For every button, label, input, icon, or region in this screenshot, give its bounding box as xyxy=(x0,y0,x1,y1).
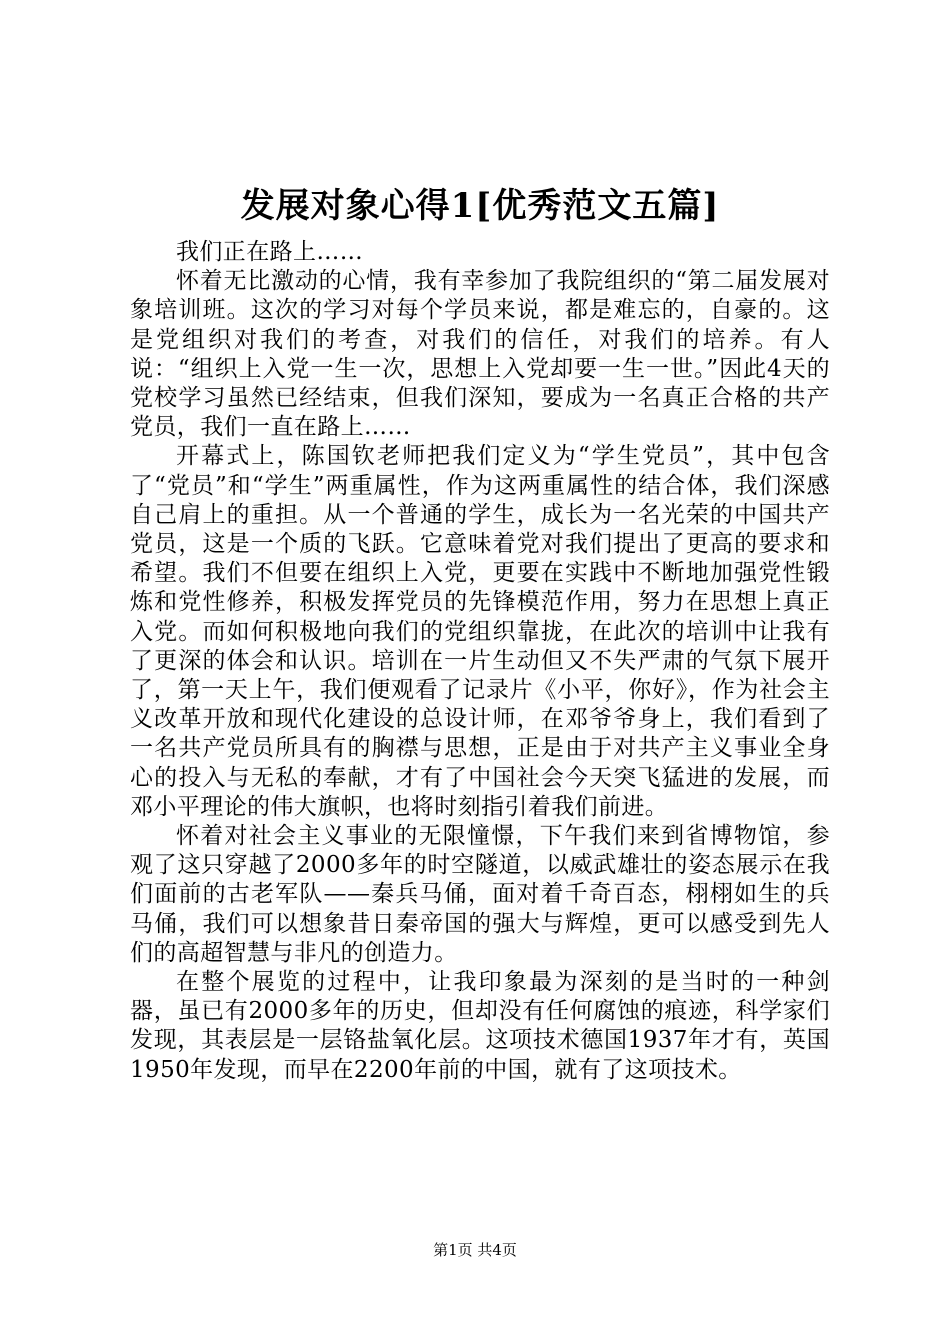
paragraph: 在整个展览的过程中，让我印象最为深刻的是当时的一种剑器，虽已有2000多年的历史，但却没有任何腐蚀的痕迹，科学家们发现，其表层是一层铬盐氧化层。这项技术德国1937年才有，英国1950年发现，而早在2200年前的中国，就有了这项技术。 xyxy=(130,969,830,1083)
page-footer: 第1页 共4页 xyxy=(433,1241,517,1259)
document-title: 发展对象心得1[优秀范文五篇] xyxy=(240,186,720,226)
paragraph: 开幕式上，陈国钦老师把我们定义为“学生党员”，其中包含了“党员”和“学生”两重属性，作为这两重属性的结合体，我们深感自己肩上的重担。从一个普通的学生，成长为一名光荣的中国共产党员，这是一个质的飞跃。它意味着党对我们提出了更高的要求和希望。我们不但要在组织上入党，更要在实践中不断地加强党性锻炼和党性修养，积极发挥党员的先锋模范作用，努力在思想上真正入党。而如何积极地向我们的党组织靠拢，在此次的培训中让我有了更深的体会和认识。培训在一片生动但又不失严肃的气氛下展开了，第一天上午，我们便观看了记录片《小平，你好》，作为社会主义改革开放和现代化建设的总设计师，在邓爷爷身上，我们看到了一名共产党员所具有的胸襟与思想，正是由于对共产主义事业全身心的投入与无私的奉献，才有了中国社会今天突飞猛进的发展，而邓小平理论的伟大旗帜，也将时刻指引着我们前进。 xyxy=(130,443,830,820)
paragraph: 我们正在路上…… xyxy=(176,239,364,265)
paragraph: 怀着对社会主义事业的无限憧憬，下午我们来到省博物馆，参观了这只穿越了2000多年的时空隧道，以威武雄壮的姿态展示在我们面前的古老军队——秦兵马俑，面对着千奇百态，栩栩如生的兵马俑，我们可以想象昔日秦帝国的强大与辉煌，更可以感受到先人们的高超智慧与非凡的创造力。 xyxy=(130,823,830,966)
document-body xyxy=(130,238,830,1085)
paragraph: 怀着无比激动的心情，我有幸参加了我院组织的“第二届发展对象培训班。这次的学习对每个学员来说，都是难忘的，自豪的。这是党组织对我们的考查，对我们的信任，对我们的培养。有人说：“组织上入党一生一次，思想上入党却要一生一世。”因此4天的党校学习虽然已经结束，但我们深知，要成为一名真正合格的共产党员，我们一直在路上…… xyxy=(130,268,830,441)
document-page xyxy=(130,180,830,1085)
